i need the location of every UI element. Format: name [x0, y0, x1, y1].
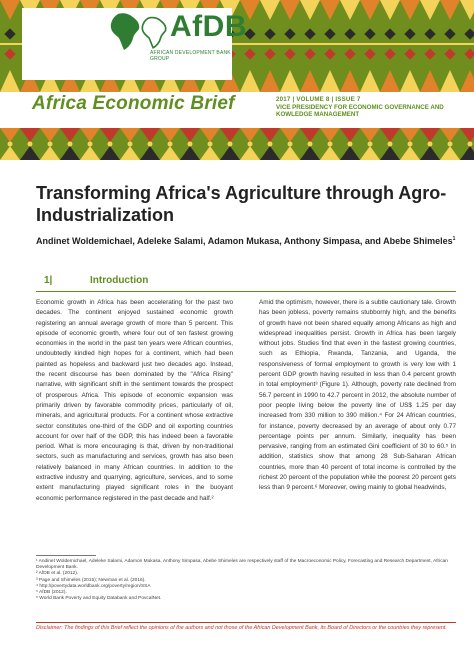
section-title: Introduction	[90, 275, 149, 286]
pattern-shape	[260, 128, 280, 142]
pattern-shape	[340, 128, 360, 142]
pattern-shape	[364, 48, 375, 59]
pattern-shape	[384, 28, 395, 39]
pattern-shape	[108, 142, 113, 147]
pattern-shape	[120, 146, 140, 160]
pattern-shape	[240, 70, 260, 92]
org-name: AfDB	[170, 10, 247, 43]
pattern-shape	[68, 142, 73, 147]
pattern-shape	[464, 48, 474, 59]
pattern-shape	[160, 146, 180, 160]
pattern-shape	[208, 142, 213, 147]
pattern-shape	[380, 70, 400, 92]
pattern-shape	[128, 142, 133, 147]
pattern-shape	[80, 128, 100, 142]
brief-title: Africa Economic Brief	[32, 93, 235, 114]
footnote-1: ¹ Andinet Woldemichael, Adeleke Salami, Adamon Mukasa, Anthony Simpasa, Abebe Shimeles are respectively staff of the Macroeconomic Policy, Forecasting and Research Department, African Development Bank.	[36, 559, 448, 571]
pattern-shape	[468, 142, 473, 147]
footnote-2: ² AfDB et al. (2012).	[36, 571, 79, 577]
pattern-shape	[340, 70, 360, 92]
pattern-shape	[400, 146, 420, 160]
pattern-shape	[324, 28, 335, 39]
org-full-name: AFRICAN DEVELOPMENT BANK GROUP	[150, 50, 231, 62]
pattern-shape	[408, 142, 413, 147]
pattern-shape	[200, 146, 220, 160]
pattern-shape	[248, 142, 253, 147]
pattern-shape	[244, 48, 255, 59]
body-column-left: Economic growth in Africa has been accelerating for the past two decades. The continent enjoyed sustained economic growth registering an annual average growth of more than 5 percent. This episode of economic growth, where four out of ten fastest growing economies in the world in the past ten years were African countries, undoubtedly kindled high hopes for a continent, which had been painted as hopeless and backward just two decades ago. Instead, the recent discourse has been dominated by the "Africa Rising" narrative, with significant shift in the sentiment towards the prospect of prosperous Africa. This episode of economic expansion was primarily driven by favorable commodity prices, particularly of oil, minerals, and agricultural products. For a continent whose extractive sector constitutes one-third of the GDP and oil exporting countries account for over half of the GDP, this has indeed been a favorable period. What is more encouraging is that, driven by non-traditional sectors, such as manufacturing and services, growth has also been relatively balanced in many African countries. In addition to the extractive industry and quarrying, agriculture, services, and to some extent manufacturing played significant roles in the buoyant economic performance registered in the past decade and half.²	[36, 299, 233, 502]
footnote-4[interactable]: ⁴ http://povertydata.worldbank.org/poverty/region/SSA	[36, 583, 151, 589]
pattern-shape	[340, 146, 360, 160]
pattern-shape	[200, 128, 220, 142]
section-number: 1|	[44, 275, 53, 286]
pattern-shape	[424, 28, 435, 39]
pattern-shape	[400, 128, 420, 142]
pattern-shape	[268, 142, 273, 147]
pattern-shape	[220, 128, 240, 142]
pattern-shape	[284, 28, 295, 39]
footnote-6: ⁶ World Bank Poverty and Equity Databank and PovcalNet.	[36, 596, 162, 602]
pattern-shape	[288, 142, 293, 147]
pattern-shape	[320, 146, 340, 160]
pattern-shape	[0, 146, 20, 160]
pattern-shape	[380, 146, 400, 160]
pattern-shape	[280, 128, 300, 142]
pattern-shape	[20, 146, 40, 160]
pattern-shape	[180, 128, 200, 142]
pattern-shape	[280, 146, 300, 160]
pattern-shape	[20, 128, 40, 142]
pattern-shape	[420, 128, 440, 142]
section-heading	[36, 275, 456, 295]
pattern-shape	[60, 146, 80, 160]
pattern-shape	[320, 128, 340, 142]
pattern-shape	[260, 0, 280, 20]
pattern-shape	[240, 146, 260, 160]
pattern-shape	[460, 0, 474, 20]
pattern-shape	[300, 128, 320, 142]
pattern-shape	[360, 146, 380, 160]
pattern-shape	[8, 142, 13, 147]
logo-area	[22, 8, 247, 80]
pattern-shape	[148, 142, 153, 147]
pattern-shape	[384, 48, 395, 59]
pattern-shape	[448, 142, 453, 147]
pattern-shape	[360, 0, 380, 20]
pattern-shape	[140, 128, 160, 142]
pattern-shape	[460, 146, 474, 160]
pattern-shape	[264, 48, 275, 59]
disclaimer: Disclaimer: The findings of this Brief reflect the opinions of the authors and not those of the African Development Bank, its Board of Directors or the countries they represent.	[36, 625, 447, 631]
footnote-rule	[36, 555, 96, 556]
pattern-shape	[4, 28, 15, 39]
authors	[36, 236, 456, 246]
pattern-shape	[464, 28, 474, 39]
body-column-right: Amid the optimism, however, there is a subtle cautionary tale. Growth has been jobless, poverty remains stubbornly high, and the benefits of growth have not been shared equally among Africans as high and widespread inequalities persist. Growth in Africa has been largely without jobs. Studies find that even in the fastest growing countries, such as Ethiopia, Rwanda, Tanzania, and Uganda, the responsiveness of formal employment to growth is very low with 1 percent GDP growth having resulted in less than 0.4 percent growth in total employment³ (Figure 1). Although, poverty rate declined from 56.7 percent in 1990 to 42.7 percent in 2012, the absolute number of poor people living below the poverty line of US$ 1.25 per day increased from 330 million to 390 million.⁴ For 24 African countries, for instance, poverty decreased by an average of about only 0.77 percentage points per annum. Similarly, inequality has been pervasive, ranging from an estimated Gini coefficient of 30 to 60.⁵ In addition, statistics show that among 28 Sub-Saharan African countries, more than 40 percent of total income is controlled by the richest 20 percent of the population while the poorest 20 percent gets less than 9 percent.⁶ Moreover, owing mainly to global headwinds,	[259, 299, 456, 492]
disclaimer-rule	[36, 622, 456, 623]
pattern-shape	[264, 28, 275, 39]
pattern-shape	[80, 146, 100, 160]
section-rule	[36, 291, 456, 292]
pattern-shape	[404, 28, 415, 39]
footnote-3: ³ Page and Shimeles (2015); Newman et al. (2016).	[36, 577, 146, 583]
pattern-shape	[100, 146, 120, 160]
pattern-shape	[420, 146, 440, 160]
pattern-shape	[4, 48, 15, 59]
lower-pattern-graphic	[0, 128, 474, 160]
pattern-shape	[160, 128, 180, 142]
issue-line: 2017 | VOLUME 8 | ISSUE 7	[276, 96, 361, 103]
pattern-shape	[420, 70, 440, 92]
vice-presidency: VICE PRESIDENCY FOR ECONOMIC GOVERNANCE AND KOWLEDGE MANAGEMENT	[276, 104, 444, 119]
pattern-shape	[440, 128, 460, 142]
pattern-shape	[300, 0, 320, 20]
pattern-shape	[460, 70, 474, 92]
pattern-shape	[348, 142, 353, 147]
pattern-shape	[300, 70, 320, 92]
pattern-shape	[140, 146, 160, 160]
pattern-shape	[344, 28, 355, 39]
pattern-shape	[440, 146, 460, 160]
pattern-shape	[280, 70, 300, 92]
africa-map-outline-icon	[140, 16, 168, 50]
pattern-shape	[308, 142, 313, 147]
pattern-shape	[368, 142, 373, 147]
pattern-shape	[100, 128, 120, 142]
pattern-shape	[0, 70, 20, 92]
pattern-shape	[428, 142, 433, 147]
pattern-shape	[328, 142, 333, 147]
pattern-shape	[228, 142, 233, 147]
pattern-shape	[260, 146, 280, 160]
pattern-shape	[444, 28, 455, 39]
pattern-shape	[120, 128, 140, 142]
pattern-shape	[284, 48, 295, 59]
pattern-shape	[40, 128, 60, 142]
pattern-shape	[280, 0, 300, 20]
pattern-shape	[180, 146, 200, 160]
pattern-shape	[380, 0, 400, 20]
africa-map-icon	[108, 12, 142, 52]
pattern-shape	[188, 142, 193, 147]
pattern-shape	[320, 0, 340, 20]
pattern-shape	[0, 0, 20, 20]
pattern-shape	[420, 0, 440, 20]
pattern-shape	[440, 0, 460, 20]
pattern-shape	[460, 128, 474, 142]
authors-names: Andinet Woldemichael, Adeleke Salami, Adamon Mukasa, Anthony Simpasa, and Abebe Shimeles	[36, 236, 453, 246]
pattern-shape	[444, 48, 455, 59]
pattern-shape	[400, 0, 420, 20]
pattern-shape	[60, 128, 80, 142]
pattern-shape	[380, 128, 400, 142]
pattern-shape	[0, 128, 20, 142]
pattern-shape	[28, 142, 33, 147]
pattern-shape	[360, 70, 380, 92]
pattern-shape	[440, 70, 460, 92]
pattern-shape	[400, 70, 420, 92]
pattern-shape	[240, 128, 260, 142]
authors-footnote-mark: 1	[452, 236, 456, 242]
pattern-shape	[300, 146, 320, 160]
pattern-shape	[340, 0, 360, 20]
pattern-shape	[304, 48, 315, 59]
pattern-shape	[360, 128, 380, 142]
article-title: Transforming Africa's Agriculture through Agro-Industrialization	[36, 183, 447, 225]
pattern-shape	[260, 70, 280, 92]
lower-pattern-band	[0, 128, 474, 160]
pattern-shape	[88, 142, 93, 147]
pattern-shape	[324, 48, 335, 59]
pattern-shape	[48, 142, 53, 147]
pattern-shape	[168, 142, 173, 147]
pattern-shape	[220, 146, 240, 160]
pattern-shape	[344, 48, 355, 59]
pattern-shape	[388, 142, 393, 147]
footnotes	[36, 559, 456, 602]
pattern-shape	[364, 28, 375, 39]
pattern-shape	[304, 28, 315, 39]
pattern-shape	[404, 48, 415, 59]
pattern-shape	[424, 48, 435, 59]
pattern-shape	[320, 70, 340, 92]
footnote-5: ⁵ AfDB (2012).	[36, 590, 67, 596]
pattern-shape	[40, 146, 60, 160]
